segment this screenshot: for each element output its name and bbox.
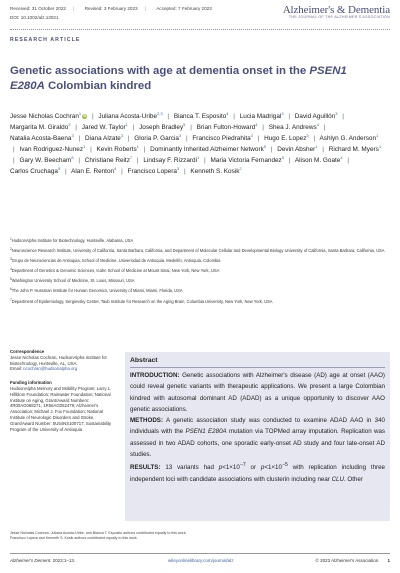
- author-separator: |: [64, 168, 67, 175]
- methods-mutation: PSEN1 E280A: [185, 428, 227, 436]
- author-affiliation-ref: 2,3: [157, 111, 163, 116]
- author-separator: |: [132, 124, 135, 131]
- side-column: [10, 349, 118, 432]
- author-name[interactable]: Bianca T. Esposito$^4$: [173, 111, 229, 120]
- affiliation: [10, 299, 388, 305]
- intro-text: Genetic associations with Alzheimer's disease (AD) age at onset (AAO) could reveal genetic variants with therapeutic applications. We present a large Colombian kindred with autosomal dominant AD (ADAD) as a unique opportunity to discover AAO genetic associations.: [130, 372, 385, 413]
- email-link[interactable]: ncochran@hudsonalpha.org: [23, 366, 78, 372]
- author-name[interactable]: Kevin Roberts$^1$: [96, 144, 139, 153]
- author-name[interactable]: Lucia Madrigal$^3$: [239, 111, 284, 120]
- footer-journal: Alzheimer's Dement.: [10, 558, 52, 563]
- gene-clu: CLU: [331, 475, 344, 483]
- author-name[interactable]: Francisco Piedrahita$^3$: [192, 133, 253, 142]
- results-text: with replication including three independent loci with candidate associations with clusterin including near: [130, 464, 385, 483]
- author-separator: |: [262, 124, 264, 131]
- author-separator: |: [288, 113, 290, 120]
- author-separator: |: [204, 157, 206, 164]
- affiliation-text: Neuroscience Research Institute, University of California, Santa Barbara, California, and Department of Molecular Cellular and Developmental Biology University of California, Santa Barbara, California, USA: [11, 248, 385, 254]
- methods-text: A genetic association study was conducted to examine ADAD AAO in 340 individuals with the: [130, 417, 385, 436]
- author-name[interactable]: Alison M. Goate$^4$: [294, 155, 343, 164]
- author-name[interactable]: Gary W. Beecham$^6$: [19, 155, 74, 164]
- footer-citation: [10, 558, 75, 563]
- email-label: Email:: [10, 366, 24, 372]
- footer-right: [316, 558, 390, 563]
- author-affiliation-ref: 6: [71, 155, 74, 160]
- affiliation-text: The John P. Hussman Institute for Human Genomics, University of Miami, Miami, Florida, USA: [11, 288, 183, 294]
- p-symbol: p: [260, 464, 265, 472]
- author-name[interactable]: Diana Alzate$^3$: [84, 133, 124, 142]
- abstract-heading: Abstract: [130, 357, 158, 364]
- author-separator: |: [91, 113, 94, 120]
- author-name[interactable]: Joseph Bradley$^5$: [139, 122, 186, 131]
- author-affiliation-ref: 3: [176, 166, 180, 171]
- author-name[interactable]: Brian Fulton-Howard$^4$: [196, 122, 258, 131]
- accepted-date: Accepted: 7 February 2023: [156, 6, 212, 11]
- author-affiliation-ref: 1: [378, 144, 382, 149]
- author-affiliation-ref: 1: [136, 144, 139, 149]
- author-separator: |: [13, 146, 15, 153]
- funding-heading: Funding information: [10, 380, 52, 386]
- article-dates: [10, 6, 212, 11]
- footnote-equal-contribution: Jesse Nicholas Cochran, Juliana Acosta-Uribe, and Bianca T. Esposito authors contributed equally to this work.: [10, 531, 187, 535]
- author-name[interactable]: Alan E. Renton$^4$: [71, 166, 117, 175]
- author-separator: |: [257, 135, 260, 142]
- author-name[interactable]: Shea J. Andrews$^4$: [268, 122, 319, 131]
- author-affiliation-ref: 4: [226, 111, 229, 116]
- article-title: [10, 64, 382, 94]
- author-name[interactable]: Jesse Nicholas Cochran$^1$ iD: [10, 111, 87, 120]
- author-separator: |: [13, 157, 15, 164]
- title-mutation: E280A: [10, 80, 45, 92]
- abstract-introduction: [130, 370, 385, 415]
- received-date: Received: 31 October 2022: [10, 6, 66, 11]
- author-affiliation-ref: 4: [114, 166, 117, 171]
- footer-volume: 2023;1–13.: [51, 558, 76, 563]
- author-affiliation-ref: 3: [306, 133, 309, 138]
- abstract-divider: [130, 367, 385, 368]
- author-affiliation-ref: 3: [71, 133, 74, 138]
- author-affiliation-ref: 3: [178, 133, 182, 138]
- author-name[interactable]: Francisco Lopera$^3$: [127, 166, 180, 175]
- author-affiliation-ref: 1: [376, 133, 379, 138]
- abstract-box: [125, 352, 390, 521]
- author-name[interactable]: Carlos Cruchaga$^5$: [10, 166, 61, 175]
- affiliation-number: 1: [10, 237, 12, 241]
- affiliation-number: 5: [10, 277, 12, 282]
- revised-date: Revised: 3 February 2023: [84, 6, 138, 11]
- author-name[interactable]: David Aguillón$^3$: [294, 111, 338, 120]
- section-label: RESEARCH ARTICLE: [10, 37, 81, 43]
- author-affiliation-ref: 5: [183, 122, 186, 127]
- author-separator: |: [288, 157, 291, 164]
- author-name[interactable]: Devin Absher$^1$: [277, 144, 318, 153]
- author-name[interactable]: Dominantly Inherited Alzheimer Network$^5$: [150, 144, 267, 153]
- author-separator: |: [78, 157, 80, 164]
- author-affiliation-ref: 1: [197, 155, 200, 160]
- intro-label: INTRODUCTION:: [130, 372, 180, 379]
- title-text: Colombian kindred: [44, 80, 152, 92]
- affiliation: [10, 288, 388, 294]
- affiliation-text: Department of Genetics & Genomic Sciences, Icahn School of Medicine at Mount Sinai, New York, New York, USA: [11, 268, 220, 274]
- author-separator: |: [313, 135, 316, 142]
- footer-copyright: © 2023 Alzheimer's Association.: [315, 558, 380, 563]
- title-gene: PSEN1: [309, 65, 347, 77]
- p-threshold: <1×10: [222, 464, 240, 472]
- methods-label: METHODS:: [130, 417, 163, 425]
- affiliation: [10, 258, 388, 264]
- affiliation: [10, 278, 388, 284]
- results-label: RESULTS:: [130, 464, 161, 472]
- page-number: 1: [387, 558, 390, 563]
- author-separator: |: [270, 146, 273, 153]
- author-affiliation-ref: 4: [340, 155, 343, 160]
- author-separator: |: [347, 157, 350, 164]
- correspondence-heading: Correspondence: [10, 349, 45, 354]
- affiliation: [10, 248, 388, 254]
- footer-divider: [10, 553, 390, 554]
- affiliation: [10, 238, 388, 244]
- title-text: Genetic associations with age at dementia onset in the: [10, 65, 310, 77]
- results-text: 13 variants had: [160, 464, 219, 472]
- correspondence-text: Jesse Nicholas Cochran, HudsonAlpha Institute for Biotechnology, Huntsville, AL, USA.: [10, 354, 107, 366]
- author-separator: |: [342, 113, 344, 120]
- author-separator: |: [78, 135, 81, 142]
- author-name[interactable]: Juliana Acosta-Uribe$^{2,3}$: [98, 111, 163, 120]
- date-separator: |: [144, 6, 147, 11]
- journal-logo: [283, 4, 390, 19]
- p-symbol: p: [218, 464, 223, 472]
- affiliation-number: 4: [10, 267, 12, 272]
- header-divider: [10, 29, 390, 30]
- affiliation-number: 6: [10, 287, 12, 292]
- author-name[interactable]: Ivan Rodriguez-Nunez$^1$: [19, 144, 86, 153]
- author-name[interactable]: Hugo E. Lopez$^3$: [264, 133, 309, 142]
- affiliation: [10, 268, 388, 274]
- author-separator: |: [127, 135, 130, 142]
- abstract-methods: [130, 415, 385, 460]
- footer-url[interactable]: wileyonlinelibrary.com/journal/alz: [168, 558, 234, 563]
- author-affiliation-ref: 4: [255, 122, 258, 127]
- author-separator: |: [167, 113, 170, 120]
- author-separator: |: [322, 146, 324, 153]
- journal-name: Alzheimer's & Dementia: [282, 4, 390, 16]
- date-separator: |: [73, 6, 75, 11]
- affiliation-number: 2: [10, 247, 12, 252]
- author-name[interactable]: Margarita M. Giraldo$^3$: [10, 122, 71, 131]
- author-affiliation-ref: 7: [129, 155, 133, 160]
- author-separator: |: [75, 124, 77, 131]
- affiliation-text: Washington University School of Medicine, St. Louis, Missouri, USA: [11, 278, 135, 284]
- p-threshold: <1×10: [264, 464, 282, 472]
- author-name[interactable]: Kenneth S. Kosik$^2$: [190, 166, 242, 175]
- affiliation-number: 7: [10, 297, 12, 302]
- affiliation-number: 3: [10, 257, 12, 262]
- author-affiliation-ref: 3: [68, 122, 71, 127]
- abstract-results: [130, 460, 385, 485]
- author-name[interactable]: Gloria P. Garcia$^3$: [134, 133, 182, 142]
- author-affiliation-ref: 3: [120, 133, 124, 138]
- p-exponent: −7: [239, 462, 246, 469]
- funding-text: HudsonAlpha Memory and Mobility Program; Larry L. Hillblom Foundation; Rainwater Foundation; National Institute on Aging, Grant/Award Numbers: 4R00AG068271, 1R56AG062479; Alzheimer's Association; Michael J. Fox Foundation; National Institute of Neurologic Disorders and Stroke, Grant/Award Number: 5U54NS100717; Sustainability Program of the University of Antioquia: [10, 385, 112, 432]
- author-affiliation-ref: 2: [239, 166, 242, 171]
- footnotes: [10, 531, 390, 541]
- author-list: [10, 111, 385, 177]
- author-name[interactable]: Jared W. Taylor$^1$: [81, 122, 128, 131]
- author-affiliation-ref: 1: [315, 144, 318, 149]
- abstract-body: [130, 370, 385, 485]
- author-name[interactable]: Lindsay F. Rizzardi$^1$: [143, 155, 200, 164]
- author-separator: |: [90, 146, 92, 153]
- results-text: . Other: [343, 475, 363, 483]
- author-separator: |: [323, 124, 326, 131]
- author-affiliation-ref: 3: [250, 133, 253, 138]
- author-separator: |: [233, 113, 235, 120]
- author-affiliation-ref: 5: [281, 155, 284, 160]
- footnote-equal-contribution: Francisco Lopera and Kenneth S. Kosik authors contributed equally to this work.: [10, 536, 138, 540]
- author-separator: |: [185, 135, 188, 142]
- author-separator: |: [136, 157, 139, 164]
- author-affiliation-ref: 3: [335, 111, 338, 116]
- author-affiliation-ref: 3: [281, 111, 284, 116]
- results-text: or: [245, 464, 261, 472]
- affiliation-text: Grupo de Neurociencias de Antioquia, School of Medicine, Universidad de Antioquia, Medellín, Antioquia, Colombia: [11, 258, 221, 264]
- author-separator: |: [121, 168, 123, 175]
- author-affiliation-ref: 4: [316, 122, 319, 127]
- orcid-icon[interactable]: iD: [82, 114, 87, 118]
- author-separator: |: [190, 124, 192, 131]
- journal-subtitle: THE JOURNAL OF THE ALZHEIMER'S ASSOCIATION: [288, 15, 390, 19]
- author-affiliation-ref: 1: [83, 144, 86, 149]
- author-name[interactable]: Maria Victoria Fernandez$^5$: [210, 155, 284, 164]
- affiliation-text: HudsonAlpha Institute for Biotechnology, Huntsville, Alabama, USA: [11, 238, 134, 243]
- author-separator: |: [143, 146, 146, 153]
- author-separator: |: [183, 168, 186, 175]
- author-affiliation-ref: 1: [125, 122, 128, 127]
- author-affiliation-ref: 1: [78, 111, 82, 116]
- methods-text: mutation via TOPMed array imputation. Replication was assessed in two ADAD cohorts, one sporadic early-onset AD study and four late-onset AD studies.: [130, 428, 386, 459]
- author-name[interactable]: Ashlyn G. Anderson$^1$: [319, 133, 379, 142]
- author-name[interactable]: Christiane Reitz$^7$: [84, 155, 133, 164]
- author-affiliation-ref: 5: [57, 166, 61, 171]
- doi[interactable]: DOI: 10.1002/alz.13021: [10, 15, 59, 20]
- author-name[interactable]: Natalia Acosta-Baena$^3$: [10, 133, 74, 142]
- affiliation-text: Department of Epidemiology, Sergievsky Center, Taub Institute for Research on the Aging Brain, Columbia University, New York, New York, USA: [11, 298, 273, 304]
- affiliation-list: [10, 238, 388, 309]
- author-affiliation-ref: 5: [263, 144, 267, 149]
- p-exponent: −5: [281, 462, 288, 469]
- author-name[interactable]: Richard M. Myers$^1$: [328, 144, 382, 153]
